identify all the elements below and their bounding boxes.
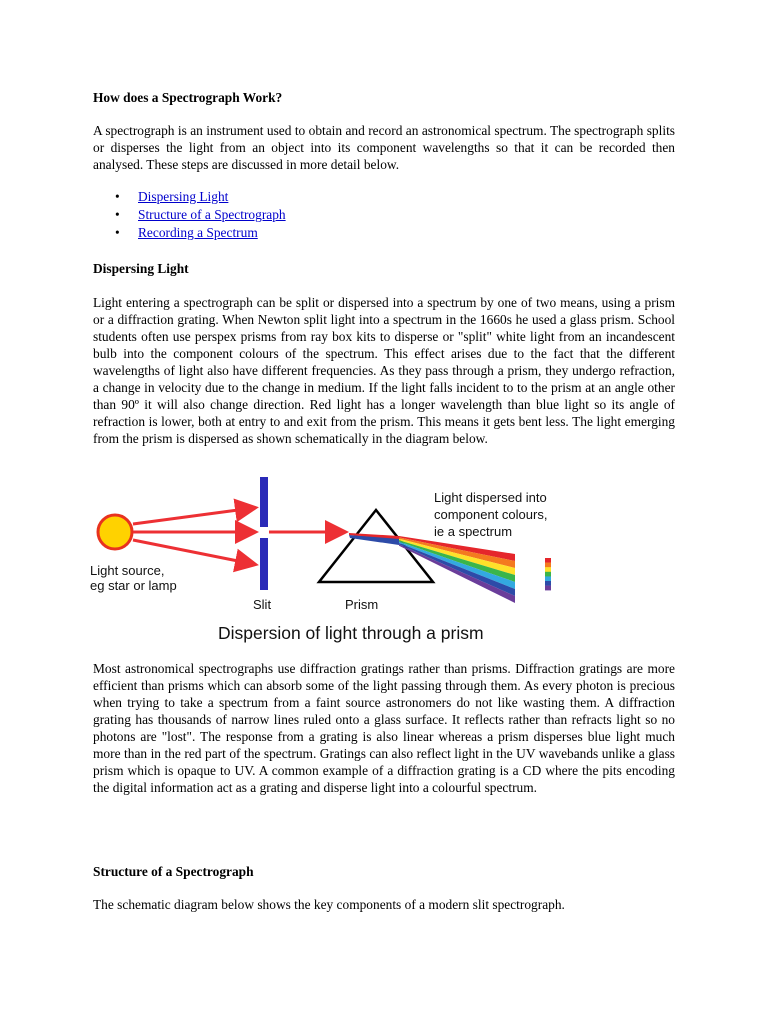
screen-band [545,567,551,572]
intro-paragraph: A spectrograph is an instrument used to obtain and record an astronomical spectrum. The spectrograph splits or disperses the light from an object into its component wavelengths so that it can be recorded then analysed. These steps are discussed in more detail below. [93,123,675,172]
structure-paragraph-1: The schematic diagram below shows the key components of a modern slit spectrograph. [93,897,565,912]
prism-label: Prism [345,597,379,612]
dispersed-label-line1: Light dispersed into [434,490,547,505]
screen-band [545,581,551,586]
figure-caption: Dispersion of light through a prism [218,623,484,643]
slit-upper-bar [260,477,268,527]
toc-item-recording [115,224,286,242]
diagram-svg [85,472,685,652]
spectrum-screen [545,558,551,590]
toc-link-recording[interactable]: Recording a Spectrum [138,225,258,240]
source-label-line2: eg star or lamp [90,578,177,593]
screen-band [545,572,551,577]
incoming-ray-upper [133,508,253,524]
section-heading-dispersing-light: Dispersing Light [93,261,189,276]
toc-item-structure [115,206,286,224]
dispersing-paragraph-2: Most astronomical spectrographs use diffraction gratings rather than prisms. Diffraction gratings are more efficient than prisms which can absorb some of the light passing through them. As every photon is precious when trying to take a spectrum from a faint source astronomers do not like wasting them. A diffraction grating has thousands of narrow lines ruled onto a glass surface. It reflects rather than refracts light so no photons are "lost". The response from a grating is also linear whereas a prism disperses blue light much more than in the red part of the spectrum. Gratings can also reflect light in the UV wavebands unlike a glass prism which is opaque to UV. A common example of a diffraction grating is a CD where the pits encoding the digital information act as a grating and disperse light into a colourful spectrum. [93,661,675,795]
dispersed-label-line2: component colours, [434,507,548,522]
screen-band [545,558,551,563]
slit-label: Slit [253,597,272,612]
incoming-ray-lower [133,540,253,564]
toc-link-dispersing-light[interactable]: Dispersing Light [138,189,229,204]
table-of-contents [115,188,286,242]
source-label-line1: Light source, [90,563,165,578]
dispersed-label-line3: ie a spectrum [434,524,513,539]
screen-band [545,586,551,591]
prism-dispersion-diagram [85,472,685,652]
dispersing-paragraph-1: Light entering a spectrograph can be split or dispersed into a spectrum by one of two means, using a prism or a diffraction grating. When Newton split light into a spectrum in the 1660s he used a glass prism. School students often use perspex prisms from ray box kits to disperse or "split" white light from an incandescent bulb into the component colours of the spectrum. This effect arises due to the fact that the different wavelengths of light also have different frequencies. As they pass through a prism, they undergo refraction, a change in velocity due to the change in medium. If the light falls incident to to the prism at an angle other than 90º it will also change direction. Red light has a longer wavelength than blue light so its angle of refraction is lower, both at entry to and exit from the prism. This means it gets bent less. The light emerging from the prism is dispersed as shown schematically in the diagram below. [93,295,675,446]
toc-item-dispersing-light [115,188,286,206]
screen-band [545,576,551,581]
bullet-icon: • [115,189,120,204]
page-title: How does a Spectrograph Work? [93,90,283,105]
section-heading-structure: Structure of a Spectrograph [93,864,254,879]
screen-band [545,563,551,568]
bullet-icon: • [115,225,120,240]
bullet-icon: • [115,207,120,222]
light-source-icon [98,515,132,549]
slit-lower-bar [260,538,268,590]
toc-link-structure[interactable]: Structure of a Spectrograph [138,207,286,222]
